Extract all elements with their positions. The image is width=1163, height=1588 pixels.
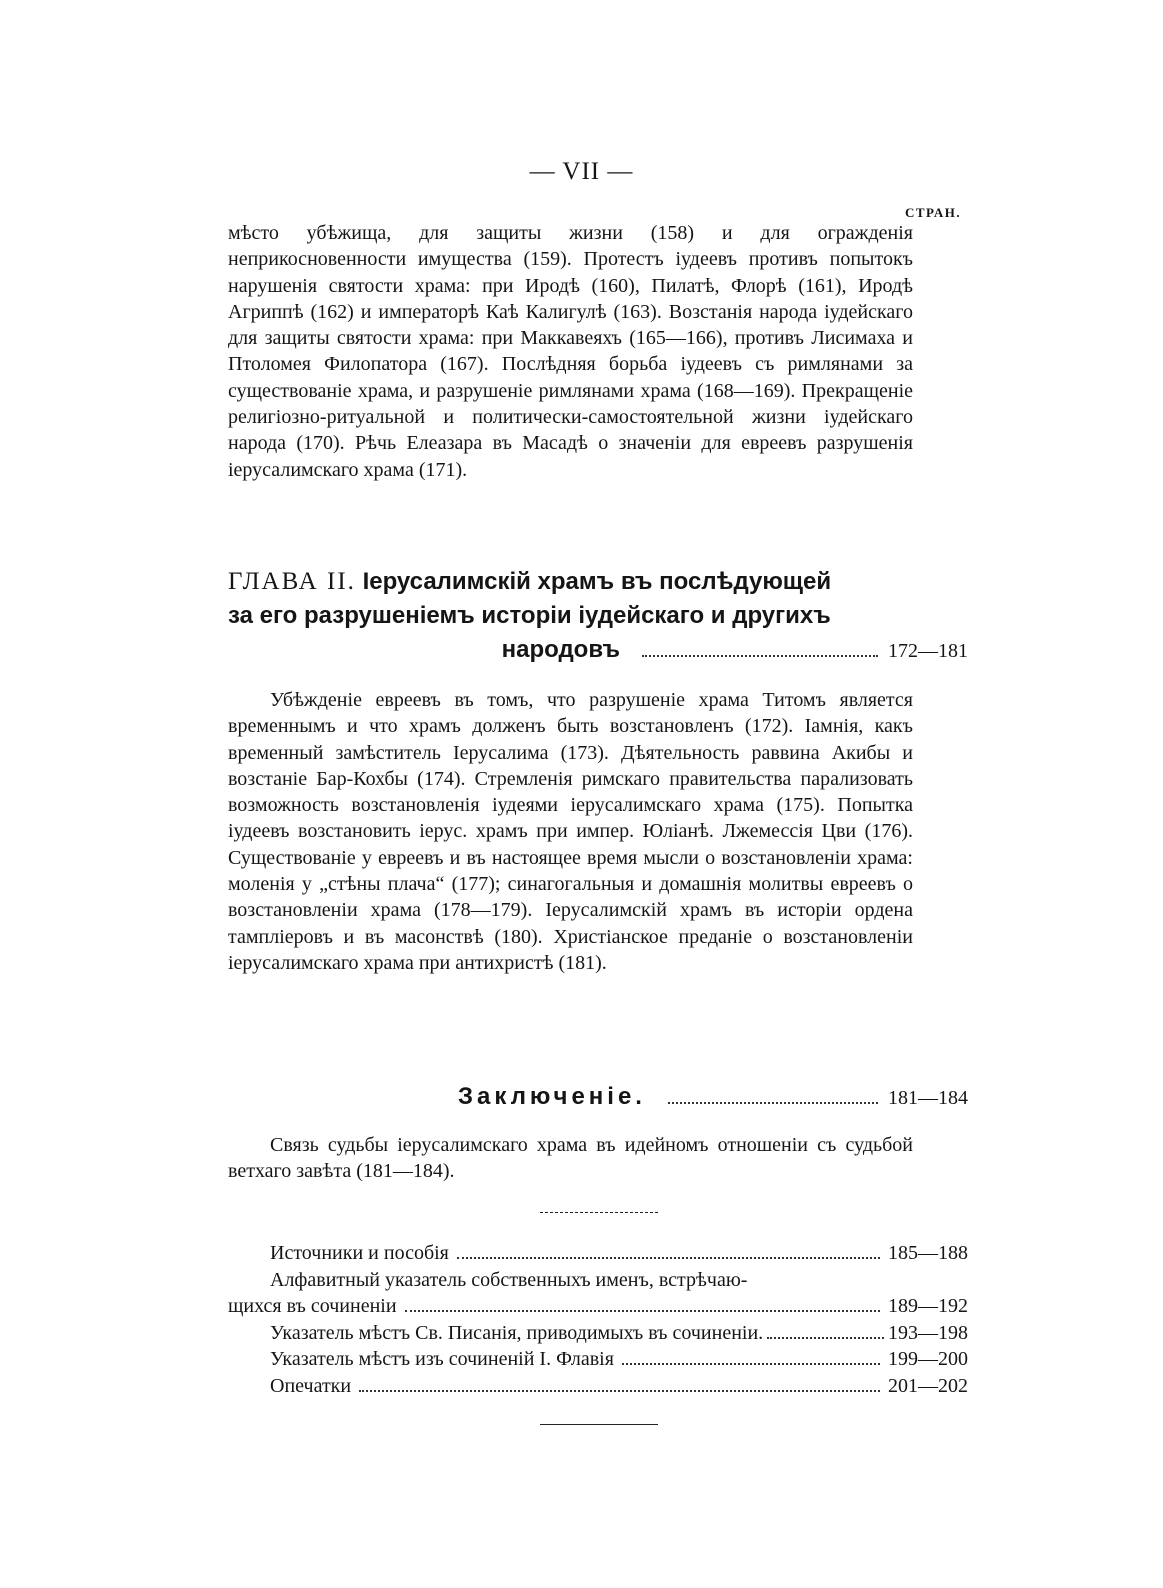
chapter-heading [228, 565, 968, 668]
toc-entry-title: Источники и пособія [270, 1242, 449, 1264]
chapter-title-line-2: за его разрушеніемъ исторіи іудейскаго и другихъ [228, 602, 831, 629]
toc-entry-title: Опечатки [270, 1374, 352, 1397]
dot-leader [359, 1390, 880, 1392]
toc-entry-title: Алфавитный указатель собственныхъ именъ, встрѣчаю- [270, 1268, 748, 1291]
conclusion-pages: 181—184 [888, 1087, 968, 1109]
page-number: — VII — [529, 158, 634, 185]
dot-leader [642, 655, 878, 657]
toc-entry-pages: 199—200 [888, 1348, 968, 1370]
conclusion-title: Заключеніе. [458, 1083, 646, 1110]
chapter-pages: 172—181 [888, 640, 968, 662]
toc-row [228, 1373, 968, 1400]
paragraph-chapter-1-end: мѣсто убѣжища, для защиты жизни (158) и для огражденія неприкосновенности имущества (159). Протестъ іудеевъ противъ попытокъ нарушенія святости храма: при Иродѣ (160), Пилатѣ, Флорѣ (161), Иродѣ Агриппѣ (162) и императорѣ Каѣ Калигулѣ (163). Возстанія народа іудейскаго для защиты святости храма: при Маккавеяхъ (165—166), противъ Лисимаха и Птоломея Филопатора (167). Послѣдняя борьба іудеевъ съ римлянами за существованіе храма, и разрушеніе римлянами храма (168—169). Прекращеніе религіозно-ритуальной и политически-самостоятельной жизни іудейскаго народа (170). Рѣчь Елеазара въ Масадѣ о значеніи для евреевъ разрушенія іерусалимскаго храма (171). [228, 222, 913, 481]
chapter-label: ГЛАВА II. [228, 568, 356, 595]
column-label: СТРАН. [905, 205, 962, 220]
separator-rule [540, 1212, 658, 1213]
dot-leader [767, 1337, 884, 1339]
toc-entry-title: щихся въ сочиненіи [228, 1295, 397, 1317]
dot-leader [405, 1310, 880, 1312]
toc-entry-pages: 185—188 [888, 1242, 968, 1264]
toc-row [228, 1293, 968, 1320]
toc-entry-title: Указатель мѣстъ изъ сочиненій І. Флавія [270, 1348, 614, 1370]
toc-row [228, 1346, 968, 1373]
toc-entry-title: Указатель мѣстъ Св. Писанія, приводимыхъ въ сочиненіи. [270, 1321, 764, 1344]
toc-row [228, 1267, 968, 1294]
toc-list [228, 1240, 968, 1399]
paragraph-conclusion: Связь судьбы іерусалимскаго храма въ идейномъ отношеніи съ судьбой ветхаго завѣта (181—184). [228, 1134, 913, 1183]
toc-row [228, 1320, 968, 1347]
dot-leader [668, 1102, 878, 1104]
paragraph-chapter-2: Убѣжденіе евреевъ въ томъ, что разрушеніе храма Титомъ является временнымъ и что храмъ долженъ быть возстановленъ (172). Іамнія, какъ временный замѣститель Іерусалима (173). Дѣятельность раввина Акибы и возстаніе Бар-Кохбы (174). Стремленія римскаго правительства парализовать возможность возстановленія іудеями іерусалимскаго храма (175). Попытка іудеевъ возстановить іерус. храмъ при импер. Юліанѣ. Лжемессія Цви (176). Существованіе у евреевъ и въ настоящее время мысли о возстановленіи храма: моленія у „стѣны плача“ (177); синагогальныя и домашнія молитвы евреевъ о возстановленіи храма (178—179). Іерусалимскій храмъ въ исторіи ордена тампліеровъ и въ масонствѣ (180). Христіанское преданіе о возстановленіи іерусалимскаго храма при антихристѣ (181). [228, 689, 913, 974]
toc-entry-pages: 189—192 [888, 1295, 968, 1317]
chapter-title-line-3: народовъ [501, 636, 620, 663]
dot-leader [457, 1257, 880, 1259]
toc-row [228, 1240, 968, 1267]
dot-leader [622, 1363, 880, 1365]
toc-entry-pages: 193—198 [888, 1321, 968, 1344]
conclusion-heading [458, 1083, 968, 1111]
toc-entry-pages: 201—202 [888, 1374, 968, 1397]
end-rule [540, 1424, 658, 1425]
chapter-title-line-1: Іерусалимскій храмъ въ послѣдующей [362, 568, 832, 595]
